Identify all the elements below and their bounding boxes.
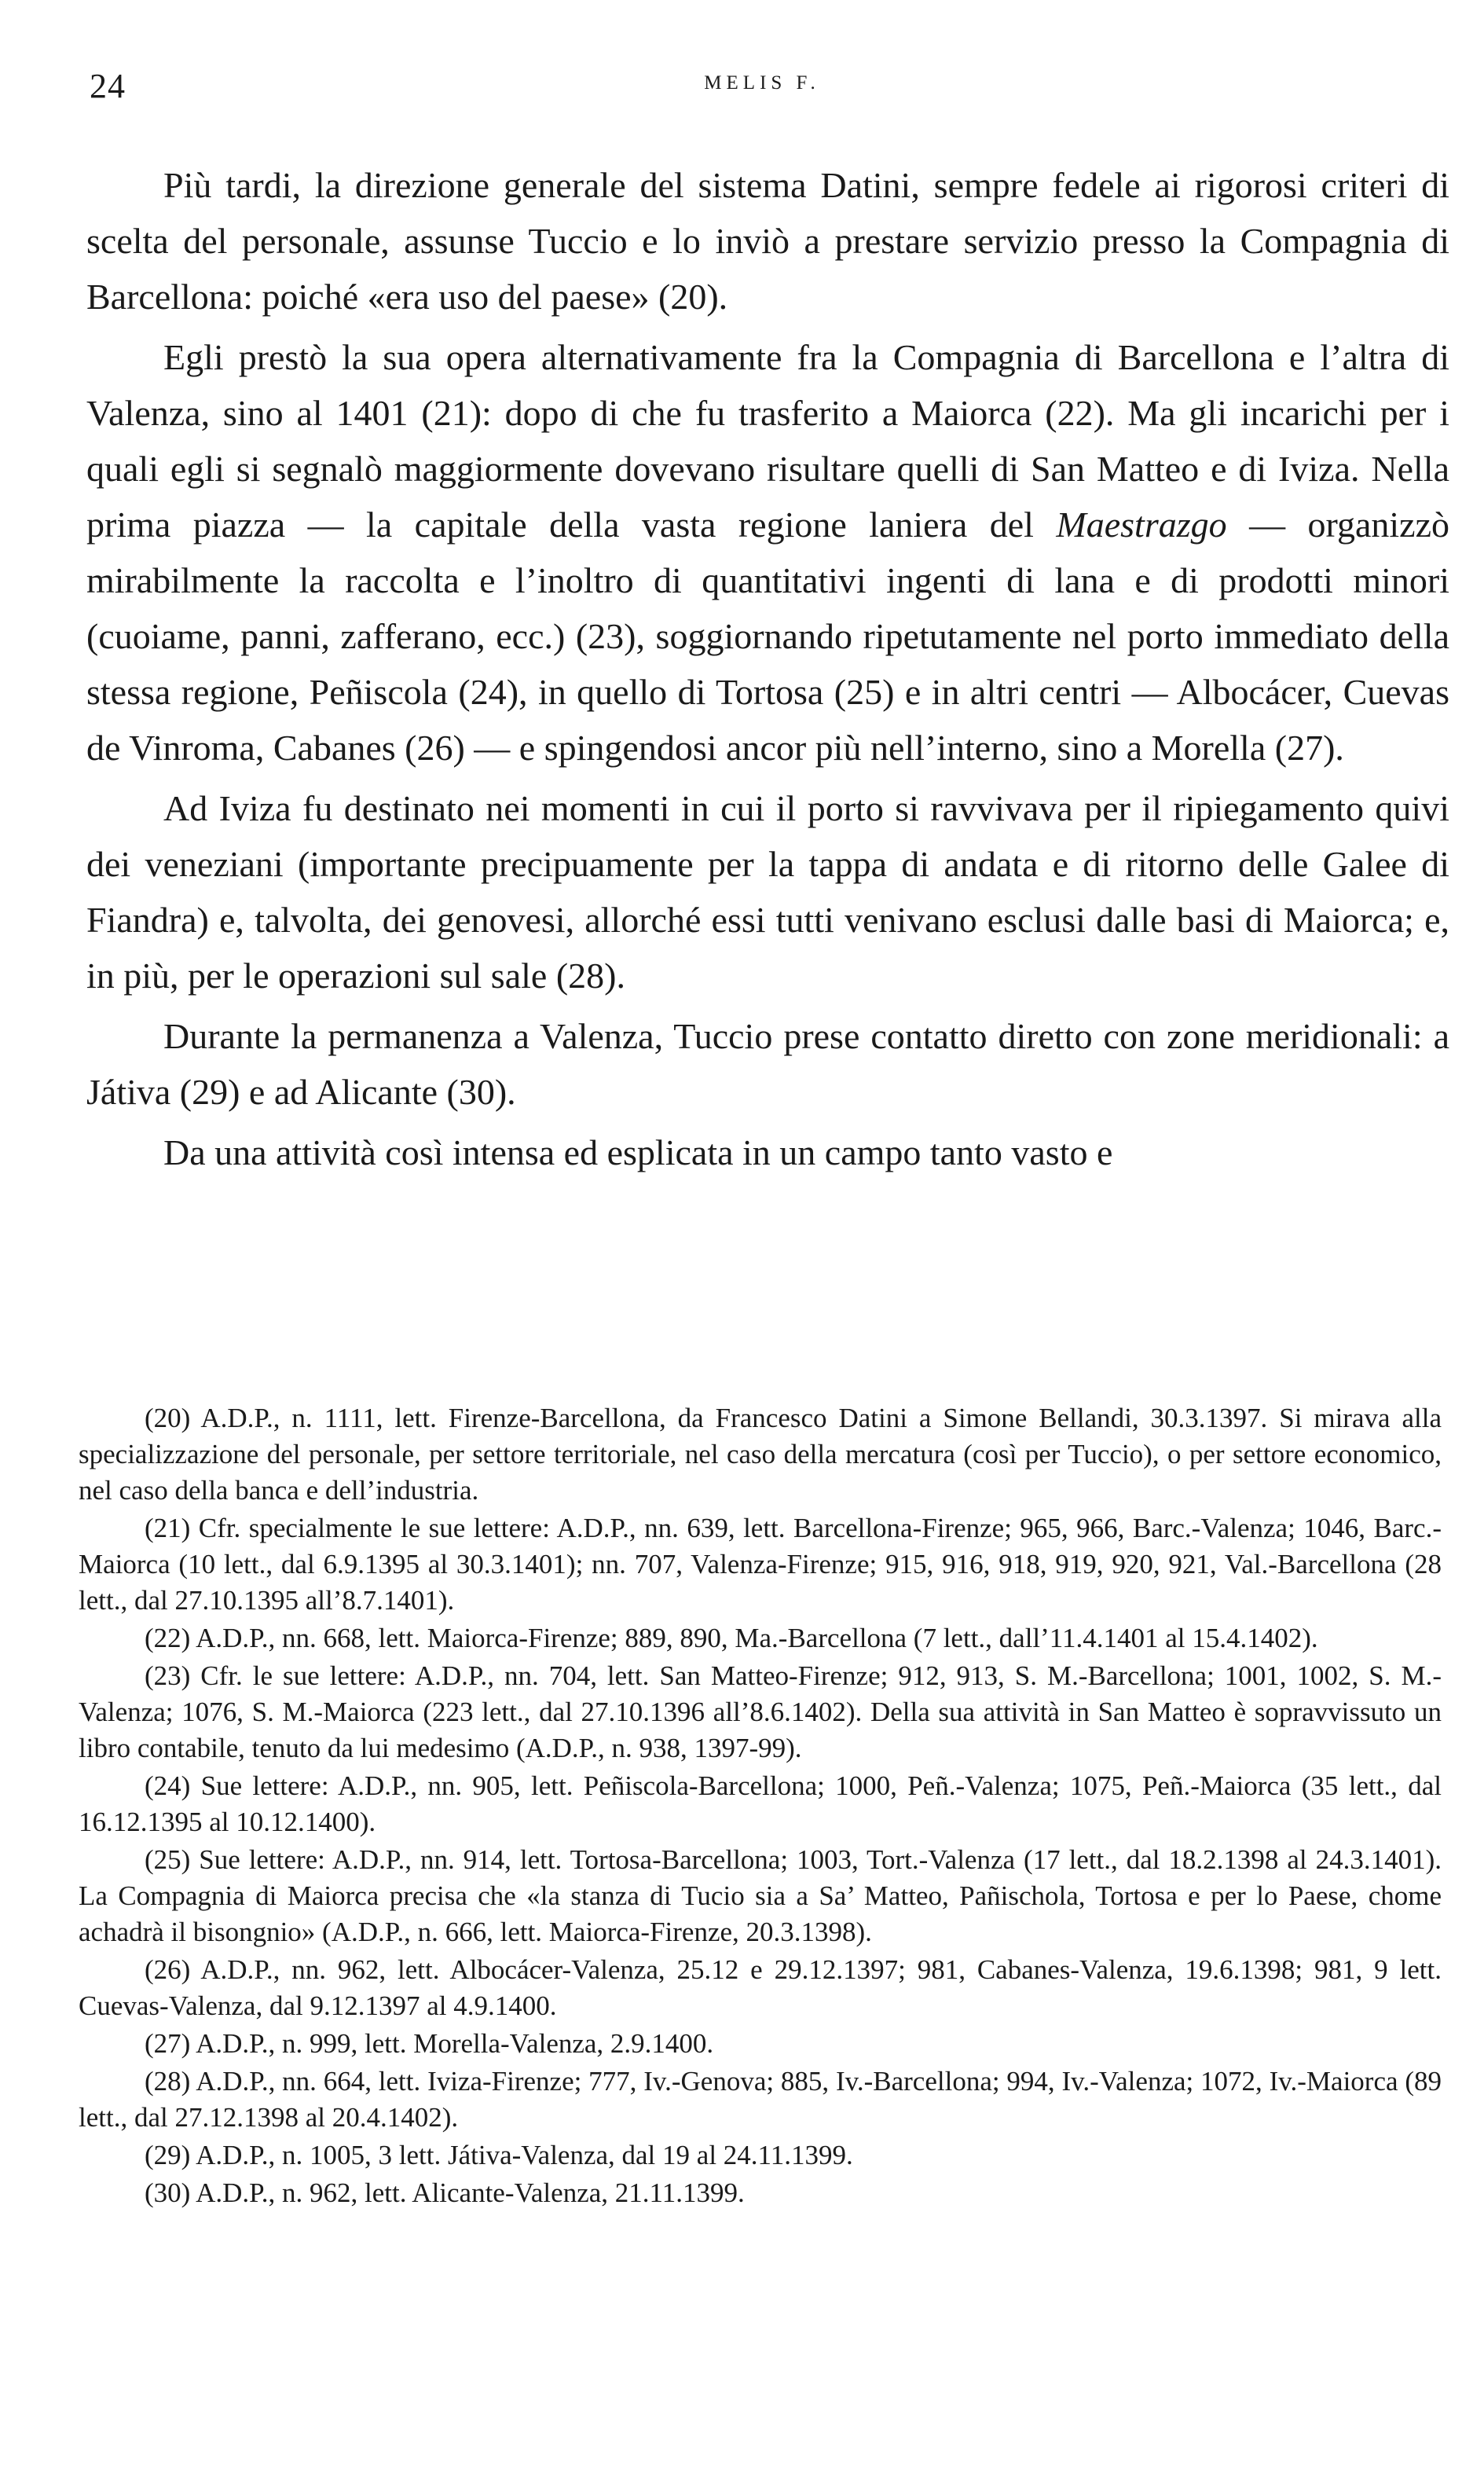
footnote-27: (27) A.D.P., n. 999, lett. Morella-Valenza, 2.9.1400.	[145, 2028, 714, 2059]
footnote-26: (26) A.D.P., nn. 962, lett. Albocácer-Valenza, 25.12 e 29.12.1397; 981, Cabanes-Valenza, 19.6.1398; 981, 9 lett. Cuevas-Valenza, dal 9.12.1397 al 4.9.1400.	[79, 1954, 1442, 2021]
paragraph	[86, 329, 1449, 776]
footnote-28: (28) A.D.P., nn. 664, lett. Iviza-Firenze; 777, Iv.-Genova; 885, Iv.-Barcellona; 994, Iv.-Valenza; 1072, Iv.-Maiorca (89 lett., dal 27.12.1398 al 20.4.1402).	[79, 2066, 1442, 2133]
footnote-23: (23) Cfr. le sue lettere: A.D.P., nn. 704, lett. San Matteo-Firenze; 912, 913, S. M.-Barcellona; 1001, 1002, S. M.-Valenza; 1076, S. M.-Maiorca (223 lett., dal 27.10.1396 all’8.6.1402). Della sua attività in San Matteo è sopravvissuto un libro contabile, tenuto da lui medesimo (A.D.P., n. 938, 1397-99).	[79, 1660, 1442, 1763]
paragraph-segment: — organizzò mirabilmente la raccolta e l’inoltro di quantitativi ingenti di lana e di prodotti minori (cuoiame, panni, zafferano, ecc.) (23), soggiornando ripetutamente nel porto immediato della stessa regione, Peñiscola (24), in quello di Tortosa (25) e in altri centri — Albocácer, Cuevas de Vinroma, Cabanes (26) — e spingendosi ancor più nell’interno, sino a Morella (27).	[86, 504, 1450, 768]
paragraph: Durante la permanenza a Valenza, Tuccio prese contatto diretto con zone meridionali: a Játiva (29) e ad Alicante (30).	[86, 1016, 1449, 1112]
page-number: 24	[90, 67, 126, 105]
footnote-22: (22) A.D.P., nn. 668, lett. Maiorca-Firenze; 889, 890, Ma.-Barcellona (7 lett., dall’11.4.1401 al 15.4.1402).	[145, 1623, 1318, 1653]
running-head: MELIS F.	[704, 72, 820, 94]
footnote-29: (29) A.D.P., n. 1005, 3 lett. Játiva-Valenza, dal 19 al 24.11.1399.	[145, 2140, 853, 2170]
paragraph-segment: Egli prestò la sua opera alternativamente fra la Compagnia di Barcellona e l’altra di Valenza, sino al 1401 (21): dopo di che fu trasferito a Maiorca (22). Ma gli incarichi per i quali egli si segnalò maggiormente dovevano risultare quelli di San Matteo e di Iviza. Nella prima piazza —	[86, 337, 1449, 545]
footnote-25: (25) Sue lettere: A.D.P., nn. 914, lett. Tortosa-Barcellona; 1003, Tort.-Valenza (17 lett., dal 18.2.1398 al 24.3.1401). La Compagnia di Maiorca precisa che «la stanza di Tucio sia a Sa’ Matteo, Pañischola, Tortosa e per lo Paese, chome achadrà il bisongnio» (A.D.P., n. 666, lett. Maiorca-Firenze, 20.3.1398).	[79, 1844, 1442, 1947]
paragraph: Ad Iviza fu destinato nei momenti in cui il porto si ravvivava per il ripiegamento quivi dei veneziani (importante precipuamente per la tappa di andata e di ritorno delle Galee di Fiandra) e, talvolta, dei genovesi, allorché essi tutti venivano esclusi dalle basi di Maiorca; e, in più, per le operazioni sul sale (28).	[86, 788, 1449, 996]
body-text	[86, 157, 1449, 1185]
footnote-20: (20) A.D.P., n. 1111, lett. Firenze-Barcellona, da Francesco Datini a Simone Bellandi, 30.3.1397. Si mirava alla specializzazione del personale, per settore territoriale, nel caso della mercatura (così per Tuccio), o per settore economico, nel caso della banca e dell’industria.	[79, 1403, 1442, 1506]
footnote-21: (21) Cfr. specialmente le sue lettere: A.D.P., nn. 639, lett. Barcellona-Firenze; 965, 966, Barc.-Valenza; 1046, Barc.-Maiorca (10 lett., dal 6.9.1395 al 30.3.1401); nn. 707, Valenza-Firenze; 915, 916, 918, 919, 920, 921, Val.-Barcellona (28 lett., dal 27.10.1395 all’8.7.1401).	[79, 1513, 1442, 1616]
footnote-30: (30) A.D.P., n. 962, lett. Alicante-Valenza, 21.11.1399.	[145, 2177, 745, 2208]
paragraph: Più tardi, la direzione generale del sistema Datini, sempre fedele ai rigorosi criteri di scelta del personale, assunse Tuccio e lo inviò a prestare servizio presso la Compagnia di Barcellona: poiché «era uso del paese» (20).	[86, 165, 1449, 317]
italic-term: Maestrazgo	[1056, 504, 1227, 545]
footnote-24: (24) Sue lettere: A.D.P., nn. 905, lett. Peñiscola-Barcellona; 1000, Peñ.-Valenza; 1075, Peñ.-Maiorca (35 lett., dal 16.12.1395 al 10.12.1400).	[79, 1770, 1442, 1837]
footnotes	[79, 1400, 1442, 2213]
page-header	[79, 61, 1446, 116]
paragraph-segment: la capitale della vasta regione laniera del	[366, 504, 1034, 545]
paragraph: Da una attività così intensa ed esplicata in un campo tanto vasto e	[163, 1132, 1113, 1172]
